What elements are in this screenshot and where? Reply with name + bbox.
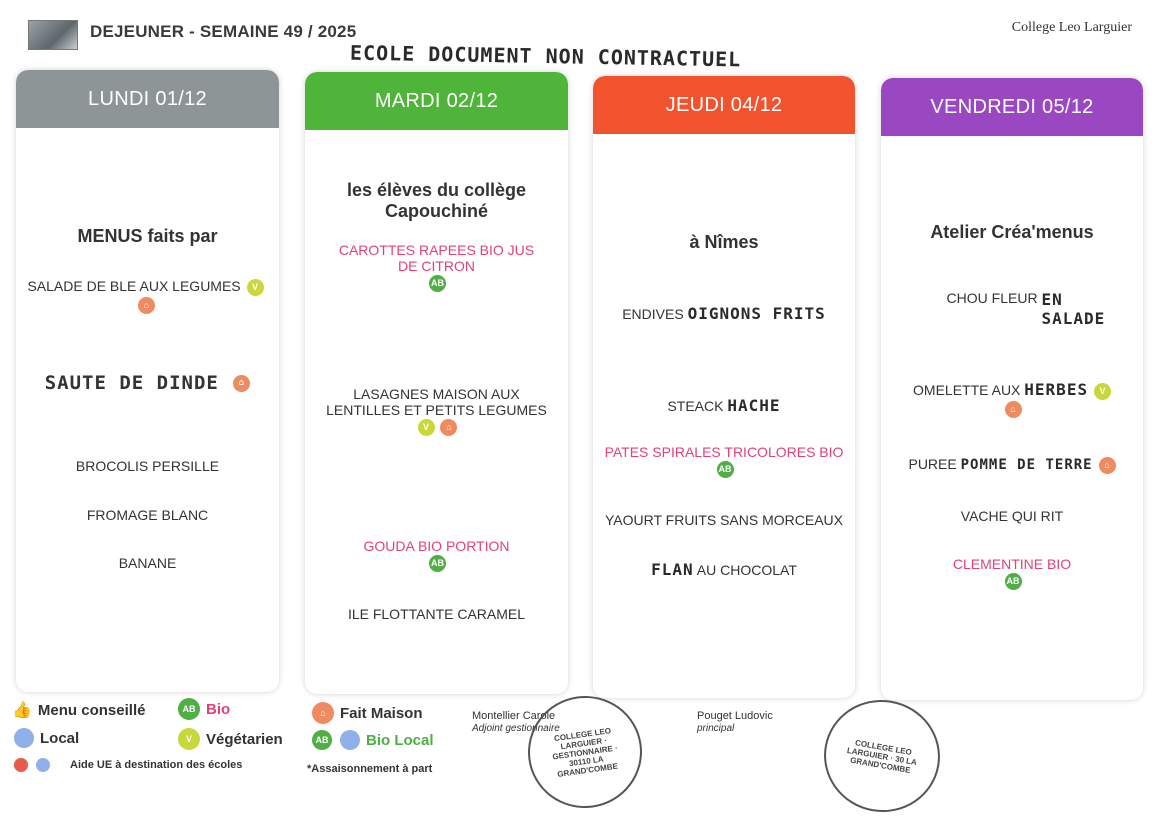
dish-label: LASAGNES MAISON AUX LENTILLES ET PETITS LEGUMES [326, 386, 547, 418]
signatory-name: Montellier Carole [472, 710, 556, 722]
dish-label: OMELETTE AUX [913, 382, 1021, 398]
fait-maison-icon: ⌂ [440, 419, 457, 436]
legend-local [12, 728, 79, 748]
day-card-lundi [16, 70, 279, 692]
principal-signature [697, 710, 773, 734]
fait-maison-icon: ⌂ [233, 375, 250, 392]
menu-item: Atelier Créa'menus [930, 222, 1094, 242]
menu-item [921, 290, 1143, 328]
legend-label: Menu conseillé [37, 701, 146, 719]
legend-fait-maison [310, 702, 423, 724]
legend-aide-ue [12, 758, 242, 772]
assaisonnement-note: *Assaisonnement à part [307, 763, 433, 775]
day-card-mardi [305, 72, 568, 694]
dish-label: GOUDA BIO PORTION [363, 538, 510, 554]
fait-maison-icon: ⌂ [1005, 401, 1022, 418]
handwritten-note: ECOLE DOCUMENT NON CONTRACTUEL [349, 40, 742, 72]
menu-item [305, 538, 568, 572]
menu-item [305, 242, 568, 292]
menu-item [305, 386, 568, 436]
bio-icon: AB [717, 461, 734, 478]
menu-item: FROMAGE BLANC [86, 507, 209, 523]
thumbs-up-icon: 👍 [12, 702, 32, 719]
menu-item [881, 556, 1143, 590]
menu-item: BROCOLIS PERSILLE [75, 458, 220, 474]
menu-item [881, 380, 1143, 418]
handwritten-dish: OIGNONS FRITS [687, 304, 826, 323]
gestionnaire-stamp [521, 689, 649, 816]
bio-icon: AB [429, 275, 446, 292]
school-logo [28, 20, 78, 50]
handwritten-dish: FLAN [651, 560, 694, 579]
legend-label: Fait Maison [340, 704, 423, 722]
college-name: College Leo Larguier [1011, 20, 1132, 35]
menu-item: MENUS faits par [77, 226, 218, 246]
menu-item: BANANE [118, 555, 177, 571]
signatory-name: Pouget Ludovic [697, 710, 773, 722]
day-card-jeudi [593, 76, 855, 698]
page-title: DEJEUNER - SEMAINE 49 / 2025 [90, 22, 357, 41]
bio-icon: AB [312, 730, 332, 750]
dish-label: STEACK [667, 398, 724, 414]
day-card-vendredi [881, 78, 1143, 700]
vegetarian-icon: V [1094, 383, 1111, 400]
dish-label: PATES SPIRALES TRICOLORES BIO [604, 444, 844, 460]
stamp-text: COLLEGE LEO LARGUIER · GESTIONNAIRE · 30110 LA GRAND'COMBE [551, 725, 619, 779]
legend-label: Végétarien [206, 730, 283, 748]
menu-item: les élèves du collège Capouchiné [346, 180, 527, 221]
menu-item [16, 278, 279, 314]
local-icon [14, 728, 34, 748]
handwritten-dish: EN SALADE [1041, 290, 1106, 328]
fait-maison-icon: ⌂ [312, 702, 334, 724]
day-header: VENDREDI 05/12 [881, 78, 1143, 136]
fait-maison-icon: ⌂ [1099, 457, 1116, 474]
milk-icon [36, 758, 50, 772]
handwritten-dish: POMME DE TERRE [960, 457, 1093, 473]
dish-label: SAUTE DE DINDE [44, 372, 219, 394]
bio-icon: AB [429, 555, 446, 572]
menu-item [593, 304, 855, 323]
dish-label: CAROTTES RAPEES BIO JUS DE CITRON [338, 242, 535, 274]
menu-item: à Nîmes [689, 232, 759, 252]
vegetarian-icon: V [178, 728, 200, 750]
legend-label: Aide UE à destination des écoles [70, 759, 243, 771]
legend-menu-conseille [12, 700, 145, 720]
dish-label: PUREE [908, 456, 957, 472]
legend-label: Local [40, 729, 80, 747]
legend-bio-local [310, 730, 434, 750]
bio-icon: AB [178, 698, 200, 720]
local-icon [340, 730, 360, 750]
dish-label: AU CHOCOLAT [696, 562, 797, 578]
vegetarian-icon: V [247, 279, 264, 296]
menu-item: YAOURT FRUITS SANS MORCEAUX [604, 512, 844, 528]
vegetarian-icon: V [418, 419, 435, 436]
handwritten-dish: HACHE [727, 396, 781, 415]
dish-label: CLEMENTINE BIO [952, 556, 1072, 572]
bio-icon: AB [1005, 573, 1022, 590]
legend-vegetarien [176, 728, 283, 750]
handwritten-dish: HERBES [1024, 380, 1089, 399]
menu-item [593, 444, 855, 478]
principal-stamp [815, 691, 949, 821]
day-header: LUNDI 01/12 [16, 70, 279, 128]
menu-item [593, 560, 855, 579]
legend-label: Bio [206, 700, 231, 718]
legend-bio [176, 698, 230, 720]
apple-icon [14, 758, 28, 772]
day-header: MARDI 02/12 [305, 72, 568, 130]
fait-maison-icon: ⌂ [138, 297, 155, 314]
day-header: JEUDI 04/12 [593, 76, 855, 134]
dish-label: CHOU FLEUR [946, 290, 1038, 306]
signatory-role: principal [697, 723, 735, 734]
dish-label: SALADE DE BLE AUX LEGUMES [27, 278, 241, 294]
menu-item: VACHE QUI RIT [960, 508, 1064, 524]
legend-label: Bio Local [366, 731, 434, 749]
stamp-text: COLLEGE LEO LARGUIER · 30 LA GRAND'COMBE [846, 737, 918, 775]
menu-item: ILE FLOTTANTE CARAMEL [347, 606, 526, 622]
dish-label: ENDIVES [622, 306, 684, 322]
menu-item [881, 456, 1143, 474]
menu-item [593, 396, 855, 415]
menu-item [16, 372, 279, 394]
signatory-role: Adjoint gestionnaire [472, 723, 560, 734]
